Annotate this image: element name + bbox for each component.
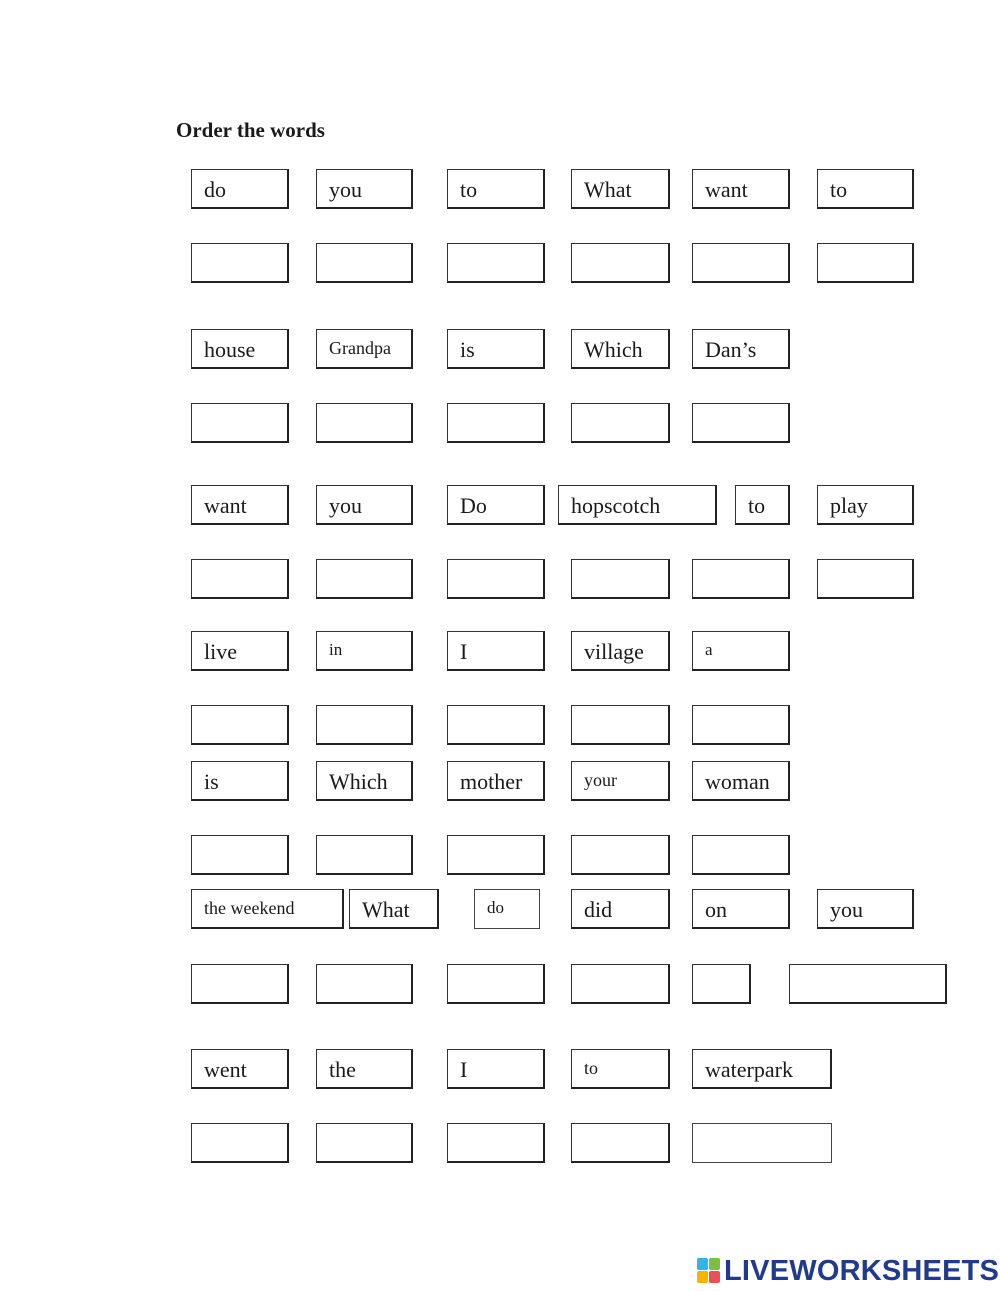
answer-box[interactable] <box>191 403 289 443</box>
answer-box[interactable] <box>316 1123 413 1163</box>
answer-box[interactable] <box>191 243 289 283</box>
word-box[interactable]: play <box>817 485 914 525</box>
answer-box[interactable] <box>817 559 914 599</box>
word-box[interactable]: to <box>447 169 545 209</box>
word-box[interactable]: to <box>571 1049 670 1089</box>
answer-box[interactable] <box>571 559 670 599</box>
answer-box[interactable] <box>571 1123 670 1163</box>
word-box[interactable]: mother <box>447 761 545 801</box>
answer-box[interactable] <box>191 1123 289 1163</box>
word-box[interactable]: is <box>447 329 545 369</box>
word-box[interactable]: you <box>316 485 413 525</box>
answer-box[interactable] <box>692 964 751 1004</box>
word-box[interactable]: the <box>316 1049 413 1089</box>
answer-box[interactable] <box>191 964 289 1004</box>
word-box[interactable]: is <box>191 761 289 801</box>
answer-box[interactable] <box>571 835 670 875</box>
answer-box[interactable] <box>692 243 790 283</box>
word-box[interactable]: want <box>692 169 790 209</box>
word-box[interactable]: Which <box>571 329 670 369</box>
word-box[interactable]: the weekend <box>191 889 344 929</box>
answer-box[interactable] <box>447 835 545 875</box>
answer-box[interactable] <box>447 705 545 745</box>
answer-box[interactable] <box>316 559 413 599</box>
word-box[interactable]: a <box>692 631 790 671</box>
answer-box[interactable] <box>571 705 670 745</box>
liveworksheets-logo[interactable] <box>697 1255 999 1287</box>
answer-box[interactable] <box>817 243 914 283</box>
word-box[interactable]: I <box>447 631 545 671</box>
word-box[interactable]: your <box>571 761 670 801</box>
answer-box[interactable] <box>316 243 413 283</box>
answer-box[interactable] <box>447 559 545 599</box>
answer-box[interactable] <box>191 559 289 599</box>
word-box[interactable]: Dan’s <box>692 329 790 369</box>
brand-name: LIVEWORKSHEETS <box>724 1254 1000 1287</box>
answer-box[interactable] <box>692 705 790 745</box>
word-box[interactable]: did <box>571 889 670 929</box>
answer-box[interactable] <box>692 559 790 599</box>
word-box[interactable]: woman <box>692 761 790 801</box>
word-box[interactable]: do <box>474 889 540 929</box>
page-title: Order the words <box>176 118 325 142</box>
word-box[interactable]: to <box>817 169 914 209</box>
answer-box[interactable] <box>447 243 545 283</box>
word-box[interactable]: you <box>316 169 413 209</box>
word-box[interactable]: to <box>735 485 790 525</box>
word-box[interactable]: house <box>191 329 289 369</box>
word-box[interactable]: you <box>817 889 914 929</box>
answer-box[interactable] <box>692 403 790 443</box>
answer-box[interactable] <box>571 403 670 443</box>
answer-box[interactable] <box>316 403 413 443</box>
answer-box[interactable] <box>191 835 289 875</box>
word-box[interactable]: in <box>316 631 413 671</box>
word-box[interactable]: live <box>191 631 289 671</box>
word-box[interactable]: What <box>571 169 670 209</box>
answer-box[interactable] <box>191 705 289 745</box>
answer-box[interactable] <box>316 835 413 875</box>
word-box[interactable]: want <box>191 485 289 525</box>
word-box[interactable]: Do <box>447 485 545 525</box>
answer-box[interactable] <box>571 243 670 283</box>
answer-box[interactable] <box>692 835 790 875</box>
answer-box[interactable] <box>571 964 670 1004</box>
answer-box[interactable] <box>447 1123 545 1163</box>
answer-box[interactable] <box>316 705 413 745</box>
word-box[interactable]: on <box>692 889 790 929</box>
liveworksheets-logo-icon <box>697 1258 721 1284</box>
word-box[interactable]: do <box>191 169 289 209</box>
answer-box[interactable] <box>447 964 545 1004</box>
answer-box[interactable] <box>316 964 413 1004</box>
answer-box[interactable] <box>692 1123 832 1163</box>
answer-box[interactable] <box>447 403 545 443</box>
word-box[interactable]: Which <box>316 761 413 801</box>
word-box[interactable]: hopscotch <box>558 485 717 525</box>
word-box[interactable]: What <box>349 889 439 929</box>
answer-box[interactable] <box>789 964 947 1004</box>
word-box[interactable]: I <box>447 1049 545 1089</box>
word-box[interactable]: Grandpa <box>316 329 413 369</box>
word-box[interactable]: went <box>191 1049 289 1089</box>
word-box[interactable]: waterpark <box>692 1049 832 1089</box>
word-box[interactable]: village <box>571 631 670 671</box>
